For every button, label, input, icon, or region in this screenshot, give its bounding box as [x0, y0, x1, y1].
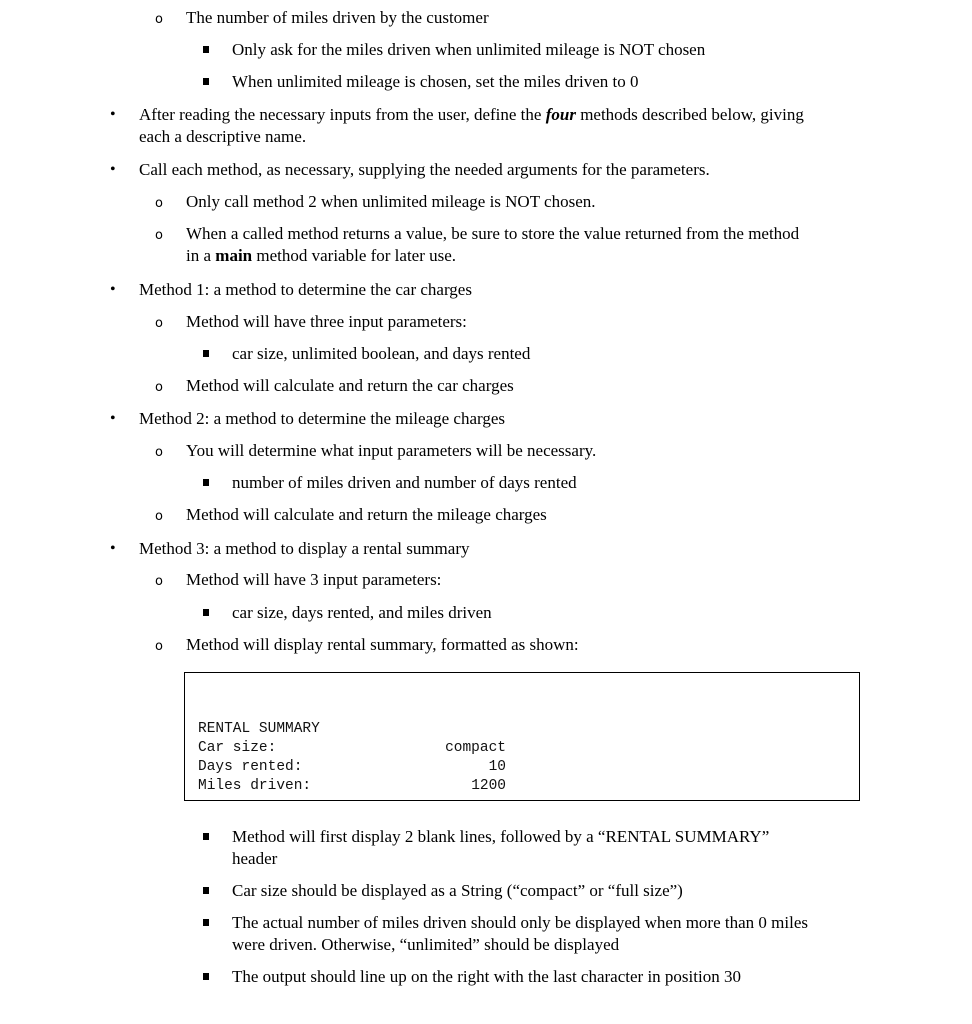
round-bullet: • — [110, 161, 116, 178]
hollow-bullet: o — [155, 509, 163, 524]
text-line: car size, days rented, and miles driven — [232, 603, 492, 622]
summary-label-miles-driven: Miles driven: — [198, 778, 312, 794]
round-bullet: • — [110, 540, 116, 557]
hollow-bullet: o — [155, 574, 163, 589]
text-line: Call each method, as necessary, supplying the needed arguments for the parameters. — [139, 160, 710, 179]
text-line: each a descriptive name. — [139, 127, 307, 146]
square-bullet — [203, 46, 209, 53]
text-line: header — [232, 849, 278, 868]
text-span: in a — [186, 246, 216, 265]
bold-text: main — [215, 246, 253, 265]
text-line: Method 1: a method to determine the car charges — [139, 280, 472, 299]
text-line: Method will calculate and return the car charges — [186, 376, 514, 395]
text-line: Method 2: a method to determine the mileage charges — [139, 409, 506, 428]
round-bullet: • — [110, 410, 116, 427]
hollow-bullet: o — [155, 316, 163, 331]
round-bullet: • — [110, 106, 116, 123]
text-line: When a called method returns a value, be sure to store the value returned from the method — [186, 224, 800, 243]
hollow-bullet: o — [155, 196, 163, 211]
square-bullet — [203, 78, 209, 85]
text-line: Method will first display 2 blank lines, followed by a “RENTAL SUMMARY” — [232, 827, 770, 846]
text-line: Method will have 3 input parameters: — [186, 570, 442, 589]
text-line: Method 3: a method to display a rental summary — [139, 539, 470, 558]
text-line: Only ask for the miles driven when unlimited mileage is NOT chosen — [232, 40, 706, 59]
text-line: Method will calculate and return the mileage charges — [186, 505, 547, 524]
text-line — [139, 104, 804, 126]
summary-label-car-size: Car size: — [198, 740, 277, 756]
text-line: The output should line up on the right with the last character in position 30 — [232, 967, 741, 986]
text-line: You will determine what input parameters will be necessary. — [186, 441, 597, 460]
summary-value-days-rented: 10 — [488, 759, 506, 775]
text-span: methods described below, giving — [575, 105, 804, 124]
square-bullet — [203, 887, 209, 894]
square-bullet — [203, 833, 209, 840]
summary-value-car-size: compact — [445, 740, 506, 756]
text-line: Method will display rental summary, formatted as shown: — [186, 635, 579, 654]
text-line: car size, unlimited boolean, and days rented — [232, 344, 531, 363]
square-bullet — [203, 973, 209, 980]
text-line — [186, 245, 456, 267]
text-line: The actual number of miles driven should only be displayed when more than 0 miles — [232, 913, 808, 932]
text-line: number of miles driven and number of days rented — [232, 473, 577, 492]
text-line: were driven. Otherwise, “unlimited” should be displayed — [232, 935, 620, 954]
text-span: method variable for later use. — [252, 246, 457, 265]
square-bullet — [203, 479, 209, 486]
text-line: Method will have three input parameters: — [186, 312, 467, 331]
hollow-bullet: o — [155, 380, 163, 395]
text-span: After reading the necessary inputs from the user, define the — [139, 105, 546, 124]
emphasis-text: four — [545, 105, 576, 124]
hollow-bullet: o — [155, 12, 163, 27]
hollow-bullet: o — [155, 228, 163, 243]
hollow-bullet: o — [155, 639, 163, 654]
round-bullet: • — [110, 281, 116, 298]
summary-value-miles-driven: 1200 — [471, 778, 506, 794]
text-line: Only call method 2 when unlimited mileage is NOT chosen. — [186, 192, 596, 211]
rental-summary-box — [184, 672, 860, 801]
summary-label-days-rented: Days rented: — [198, 759, 303, 775]
text-line: When unlimited mileage is chosen, set the miles driven to 0 — [232, 72, 639, 91]
hollow-bullet: o — [155, 445, 163, 460]
summary-header: RENTAL SUMMARY — [198, 721, 320, 737]
square-bullet — [203, 919, 209, 926]
text-line: The number of miles driven by the customer — [186, 8, 489, 27]
text-line: Car size should be displayed as a String (“compact” or “full size”) — [232, 881, 683, 900]
square-bullet — [203, 350, 209, 357]
square-bullet — [203, 609, 209, 616]
